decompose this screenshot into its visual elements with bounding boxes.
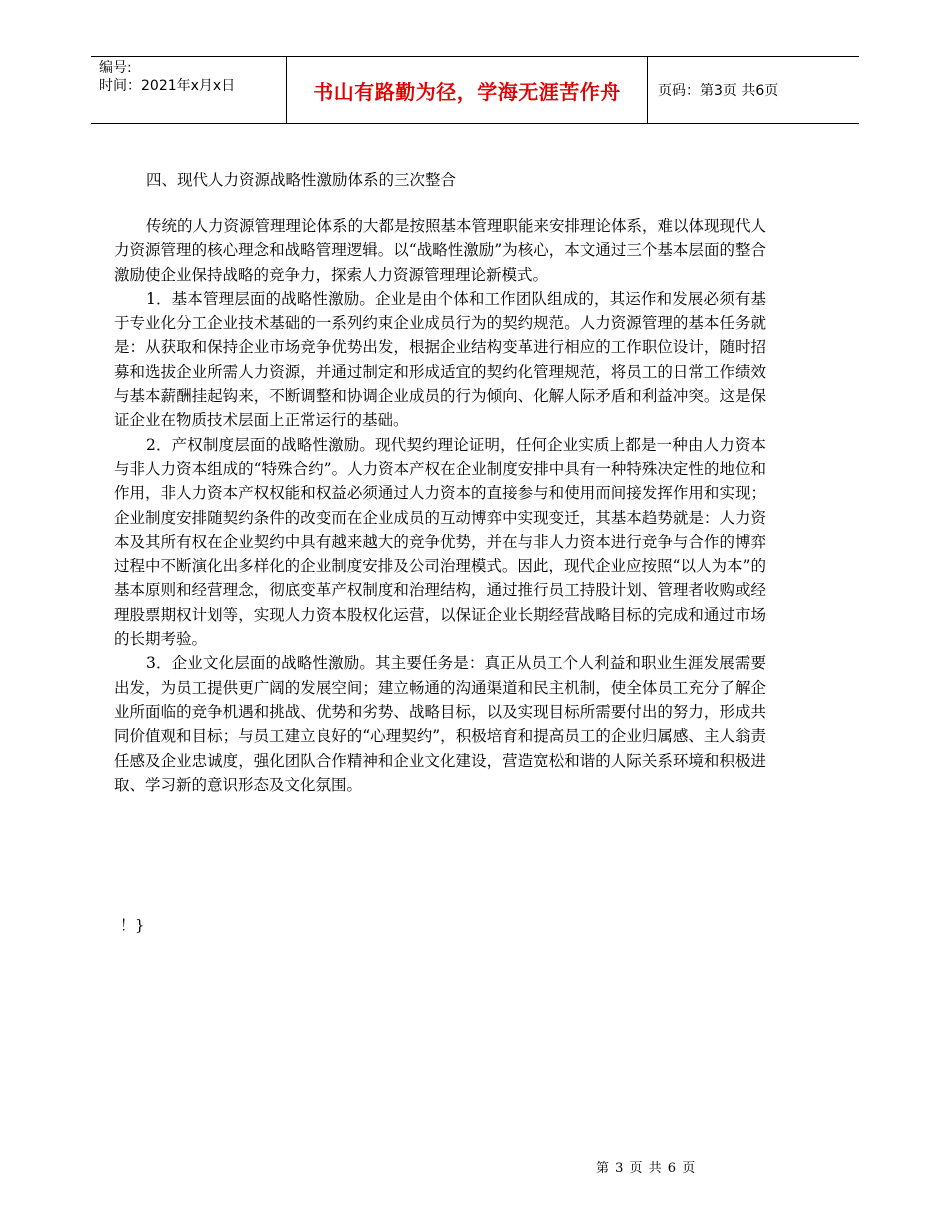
stray-characters: ！} [120, 916, 145, 934]
paragraph-corporate-culture: 3．企业文化层面的战略性激励。其主要任务是：真正从员工个人利益和职业生涯发展需要出发，为员工提供更广阔的发展空间；建立畅通的沟通渠道和民主机制，使全体员工充分了解企业所面临的竞争机遇和挑战、优势和劣势、战略目标，以及实现目标所需要付出的努力，形成共同价值观和目标；与员工建立良好的“心理契约”，积极培育和提高员工的企业归属感、主人翁责任感及企业忠诚度，强化团队合作精神和企业文化建设，营造宽松和谐的人际关系环境和积极进取、学习新的意识形态及文化氛围。 [114, 654, 766, 794]
page-footer: 第 3 页 共 6 页 [596, 1161, 697, 1176]
paragraph-intro: 传统的人力资源管理理论体系的大都是按照基本管理职能来安排理论体系，难以体现现代人力资源管理的核心理念和战略管理逻辑。以“战略性激励”为核心，本文通过三个基本层面的整合激励使企业保持战略的竞争力，探索人力资源管理理论新模式。 [114, 217, 767, 284]
paragraph-property-rights: 2．产权制度层面的战略性激励。现代契约理论证明，任何企业实质上都是一种由人力资本与非人力资本组成的“特殊合约”。人力资本产权在企业制度安排中具有一种特殊决定性的地位和作用，非人力资本产权权能和权益必须通过人力资本的直接参与和使用而间接发挥作用和实现；企业制度安排随契约条件的改变而在企业成员的互动博弈中实现变迁，其基本趋势就是：人力资本及其所有权在企业契约中具有越来越大的竞争优势，并在与非人力资本进行竞争与合作的博弈过程中不断演化出多样化的企业制度安排及公司治理模式。因此，现代企业应按照“以人为本”的基本原则和经营理念，彻底变革产权制度和治理结构，通过推行员工持股计划、管理者收购或经理股票期权计划等，实现人力资本股权化运营，以保证企业长期经营战略目标的完成和通过市场的长期考验。 [114, 435, 766, 649]
section-title: 四、现代人力资源战略性激励体系的三次整合 [146, 171, 457, 189]
header-motto: 书山有路勤为径，学海无涯苦作舟 [286, 57, 648, 123]
document-body [114, 168, 766, 797]
page-header [91, 56, 859, 124]
header-page-info: 页码：第3页 共6页 [658, 83, 779, 99]
header-meta [99, 59, 285, 95]
document-time-label: 时间：2021年x月x日 [99, 78, 236, 94]
paragraph-basic-management: 1．基本管理层面的战略性激励。企业是由个体和工作团队组成的，其运作和发展必须有基于专业化分工企业技术基础的一系列约束企业成员行为的契约规范。人力资源管理的基本任务就是：从获取和保持企业市场竞争优势出发，根据企业结构变革进行相应的工作职位设计，随时招募和选拔企业所需人力资源，并通过制定和形成适宜的契约化管理规范，将员工的日常工作绩效与基本薪酬挂起钩来，不断调整和协调企业成员的行为倾向、化解人际矛盾和利益冲突。这是保证企业在物质技术层面上正常运行的基础。 [114, 289, 766, 430]
document-number-label: 编号: [99, 60, 132, 76]
